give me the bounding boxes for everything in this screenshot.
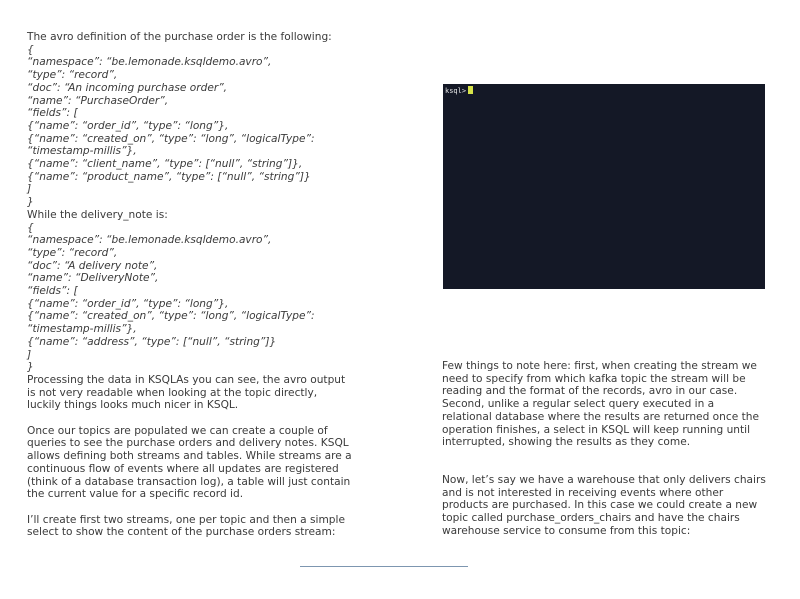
text-line: the current value for a specific record id. — [27, 488, 244, 501]
text-line: Once our topics are populated we can create a couple of — [27, 424, 328, 437]
left-column — [27, 31, 362, 539]
text-line: topic called purchase_orders_chairs and have the chairs — [442, 512, 740, 525]
streams-paragraph — [27, 514, 362, 539]
text-line: I’ll create first two streams, one per topic and then a simple — [27, 513, 345, 526]
text-line: continuous flow of events where all updates are registered — [27, 462, 339, 475]
processing-paragraph — [27, 374, 362, 412]
notes-paragraph — [442, 360, 772, 449]
code-line: {“name”: “product_name”, “type”: [“null”, “string”]} — [27, 170, 311, 183]
code-line: “timestamp-millis”}, — [27, 323, 137, 336]
text-line: Few things to note here: first, when creating the stream we — [442, 360, 757, 372]
intro-text: The avro definition of the purchase order is the following: — [27, 31, 332, 43]
code-line: } — [27, 361, 34, 374]
terminal-prompt: ksql> — [445, 87, 467, 95]
text-line: is not very readable when looking at the topic directly, — [27, 386, 318, 399]
code-line: “timestamp-millis”}, — [27, 145, 137, 158]
code-line: ] — [27, 348, 32, 361]
code-line: “fields”: [ — [27, 107, 78, 120]
code-line: {“name”: “client_name”, “type”: [“null”, “string”]}, — [27, 158, 303, 171]
code-line: “fields”: [ — [27, 285, 78, 298]
text-line: operation finishes, a select in KSQL will keep running until — [442, 423, 751, 436]
code-line: } — [27, 196, 34, 209]
code-line: “type”: “record”, — [27, 246, 118, 259]
text-line: queries to see the purchase orders and delivery notes. KSQL — [27, 437, 349, 450]
purchase-order-schema — [27, 44, 362, 209]
code-line: “doc”: “An incoming purchase order”, — [27, 81, 228, 94]
text-line: need to specify from which kafka topic the stream will be — [442, 372, 746, 385]
text-line: Processing the data in KSQLAs you can see, the avro output — [27, 373, 346, 386]
topics-paragraph — [27, 425, 362, 501]
code-line: {“name”: “order_id”, “type”: “long”}, — [27, 297, 229, 310]
text-line: luckily things looks much nicer in KSQL. — [27, 399, 239, 412]
code-line: {“name”: “order_id”, “type”: “long”}, — [27, 119, 229, 132]
code-line: “name”: “DeliveryNote”, — [27, 272, 159, 285]
text-line: relational database where the results are returned once the — [442, 410, 759, 423]
code-line: { — [27, 221, 34, 234]
code-line: “doc”: “A delivery note”, — [27, 259, 158, 272]
footer-rule — [300, 566, 468, 567]
code-line: “namespace”: “be.lemonade.ksqldemo.avro”, — [27, 56, 272, 69]
code-line: {“name”: “created_on”, “type”: “long”, “logicalType”: — [27, 310, 315, 323]
delivery-note-schema — [27, 222, 362, 374]
code-line: “type”: “record”, — [27, 69, 118, 82]
delivery-intro-text: While the delivery_note is: — [27, 208, 168, 221]
text-line: Now, let’s say we have a warehouse that only delivers chairs — [442, 473, 766, 486]
text-line: select to show the content of the purchase orders stream: — [27, 526, 336, 539]
code-line: {“name”: “address”, “type”: [“null”, “string”]} — [27, 335, 277, 348]
text-line: warehouse service to consume from this topic: — [442, 524, 691, 537]
code-line: “name”: “PurchaseOrder”, — [27, 94, 169, 107]
warehouse-paragraph — [442, 474, 772, 538]
text-line: products are purchased. In this case we could create a new — [442, 499, 758, 512]
code-line: {“name”: “created_on”, “type”: “long”, “logicalType”: — [27, 132, 315, 145]
text-line: and is not interested in receiving events where other — [442, 486, 724, 499]
text-line: interrupted, showing the results as they come. — [442, 436, 691, 449]
text-line: (think of a database transaction log), a table will just contain — [27, 475, 351, 488]
code-line: ] — [27, 183, 32, 196]
text-line: allows defining both streams and tables. While streams are a — [27, 450, 352, 463]
right-column — [442, 360, 772, 537]
terminal-cursor — [468, 86, 473, 94]
ksql-terminal[interactable] — [443, 84, 765, 289]
text-line: reading and the format of the records, avro in our case. — [442, 385, 738, 398]
text-line: Second, unlike a regular select query executed in a — [442, 398, 715, 411]
code-line: “namespace”: “be.lemonade.ksqldemo.avro”, — [27, 234, 272, 247]
code-line: { — [27, 43, 34, 56]
